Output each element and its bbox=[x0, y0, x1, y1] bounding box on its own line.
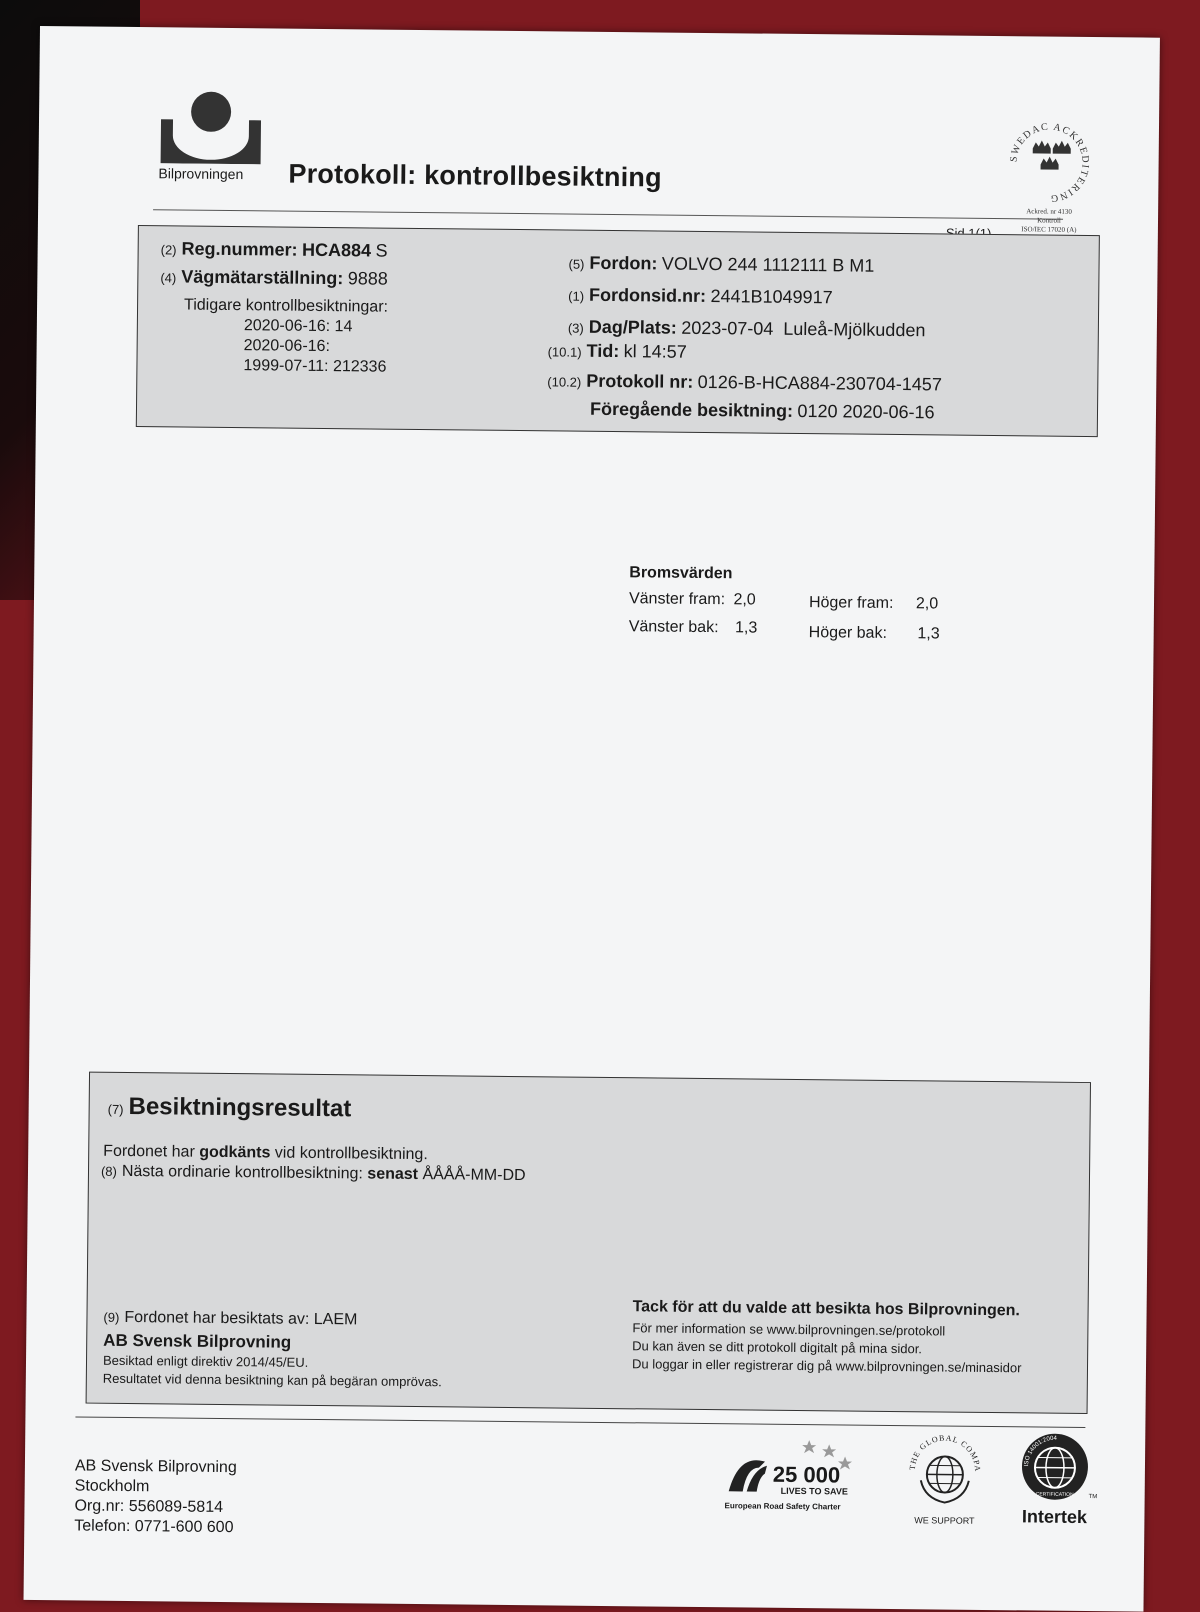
result-heading bbox=[108, 1093, 352, 1124]
road-safety-caption: European Road Safety Charter bbox=[724, 1501, 840, 1511]
global-compact-badge bbox=[904, 1430, 985, 1526]
field-number: (5) bbox=[568, 257, 584, 272]
next-inspection-deadline-word: senast bbox=[367, 1165, 418, 1183]
inspector-value: LAEM bbox=[314, 1311, 358, 1328]
vehicle-value: VOLVO 244 1112111 B M1 bbox=[662, 254, 875, 276]
review-text: Resultatet vid denna besiktning kan på begäran omprövas. bbox=[103, 1371, 442, 1390]
road-safety-sub: LIVES TO SAVE bbox=[781, 1486, 848, 1497]
footer-phone: Telefon: 0771-600 600 bbox=[74, 1516, 236, 1538]
field-number: (2) bbox=[161, 242, 177, 257]
footer-company-info bbox=[74, 1456, 237, 1538]
field-number: (10.1) bbox=[548, 344, 582, 359]
previous-inspection-2: 2020-06-16: bbox=[244, 337, 330, 356]
date-place-label: Dag/Plats: bbox=[589, 317, 677, 338]
result-text: vid kontrollbesiktning. bbox=[275, 1145, 428, 1164]
brake-right-front bbox=[809, 594, 938, 613]
result-heading-text: Besiktningsresultat bbox=[128, 1093, 351, 1122]
intertek-arc-text: ISO 14001:2004 bbox=[1024, 1435, 1058, 1466]
reg-number-row bbox=[161, 238, 388, 261]
intertek-tm: TM bbox=[1089, 1494, 1098, 1500]
logo-text: Bilprovningen bbox=[158, 165, 268, 182]
brake-label: Höger bak: bbox=[809, 624, 887, 642]
vin-value: 2441B1049917 bbox=[710, 286, 832, 307]
previous-inspection-row bbox=[590, 399, 935, 424]
footer-city: Stockholm bbox=[75, 1476, 237, 1498]
result-text: Fordonet har bbox=[103, 1143, 195, 1161]
globe-icon bbox=[905, 1430, 986, 1511]
global-compact-arc-text: THE GLOBAL COMPACT bbox=[905, 1430, 983, 1472]
document-title: Protokoll: kontrollbesiktning bbox=[288, 159, 662, 194]
brake-right-rear bbox=[809, 624, 940, 643]
protocol-row bbox=[547, 370, 942, 395]
field-number: (10.2) bbox=[547, 374, 581, 389]
seal-accreditation-number: Ackred. nr 4130 bbox=[1006, 207, 1092, 217]
field-number: (7) bbox=[108, 1102, 124, 1117]
field-number: (1) bbox=[568, 289, 584, 304]
intertek-name: Intertek bbox=[1014, 1506, 1094, 1528]
vehicle-info-box bbox=[136, 225, 1100, 437]
previous-inspection-label: Föregående besiktning: bbox=[590, 399, 793, 421]
bilprovningen-logo bbox=[158, 89, 269, 182]
inspector-company: AB Svensk Bilprovning bbox=[103, 1331, 291, 1353]
brake-label: Höger fram: bbox=[809, 594, 894, 612]
odometer-row bbox=[160, 266, 388, 289]
time-value: kl 14:57 bbox=[624, 341, 687, 362]
inspection-protocol-page bbox=[24, 26, 1160, 1612]
footer-org-number: Org.nr: 556089-5814 bbox=[74, 1496, 236, 1518]
intertek-badge bbox=[1014, 1431, 1095, 1528]
protocol-value: 0126-B-HCA884-230704-1457 bbox=[698, 372, 942, 395]
field-number: (4) bbox=[160, 270, 176, 285]
brake-label: Vänster fram: bbox=[629, 590, 725, 608]
svg-text:THE GLOBAL COMPACT bbox=[905, 1430, 983, 1472]
date-place-value: 2023-07-04 Luleå-Mjölkudden bbox=[681, 318, 925, 341]
protocol-label: Protokoll nr: bbox=[586, 371, 693, 392]
directive-text: Besiktad enligt direktiv 2014/45/EU. bbox=[103, 1353, 308, 1370]
vehicle-label: Fordon: bbox=[589, 253, 657, 274]
previous-inspection-1: 2020-06-16: 14 bbox=[244, 317, 353, 336]
previous-inspection-3: 1999-07-11: 212336 bbox=[243, 357, 386, 376]
swedac-seal bbox=[1006, 122, 1093, 235]
brake-value: 2,0 bbox=[916, 595, 938, 612]
result-status: godkänts bbox=[199, 1144, 270, 1162]
odometer-label: Vägmätarställning: bbox=[181, 266, 343, 288]
title-divider bbox=[153, 209, 1063, 220]
info-line-3: Du loggar in eller registrerar dig på www.bilprovningen.se/minasidor bbox=[632, 1356, 1022, 1375]
next-inspection-line bbox=[101, 1163, 526, 1185]
vehicle-row bbox=[568, 253, 874, 277]
brake-value: 1,3 bbox=[917, 625, 939, 642]
brake-left-front bbox=[629, 590, 756, 609]
global-compact-caption: WE SUPPORT bbox=[904, 1515, 984, 1526]
seal-scope: Kontroll bbox=[1006, 216, 1092, 226]
footer-company-name: AB Svensk Bilprovning bbox=[75, 1456, 237, 1478]
vin-label: Fordonsid.nr: bbox=[589, 285, 706, 306]
reg-number-suffix: S bbox=[375, 241, 387, 261]
reg-number-value: HCA884 bbox=[302, 240, 371, 261]
inspector-label: Fordonet har besiktats av: bbox=[124, 1309, 309, 1328]
brake-value: 1,3 bbox=[735, 619, 757, 636]
reg-number-label: Reg.nummer: bbox=[181, 238, 297, 259]
time-label: Tid: bbox=[586, 341, 619, 361]
info-line-1: För mer information se www.bilprovningen.se/protokoll bbox=[632, 1320, 945, 1338]
odometer-value: 9888 bbox=[348, 268, 388, 288]
three-crowns-icon bbox=[1006, 122, 1093, 203]
result-approved-line bbox=[103, 1143, 428, 1164]
info-line-2: Du kan även se ditt protokoll digitalt på mina sidor. bbox=[632, 1338, 922, 1356]
seal-arc-text: SWEDAC ACKREDITERING bbox=[1008, 122, 1091, 203]
inspection-result-box bbox=[86, 1072, 1091, 1414]
inspector-line bbox=[103, 1309, 357, 1330]
field-number: (8) bbox=[101, 1164, 117, 1179]
footer-divider bbox=[75, 1416, 1085, 1428]
field-number: (9) bbox=[103, 1310, 119, 1325]
time-row bbox=[548, 340, 687, 362]
next-inspection-label: Nästa ordinarie kontrollbesiktning: bbox=[122, 1163, 363, 1183]
brake-values-title: Bromsvärden bbox=[629, 564, 732, 583]
previous-inspection-value: 0120 2020-06-16 bbox=[797, 401, 934, 422]
vin-row bbox=[568, 285, 833, 309]
road-safety-count: 25 000 bbox=[773, 1462, 841, 1489]
brake-left-rear bbox=[629, 618, 758, 637]
intertek-certification-text: CERTIFICATION bbox=[1036, 1492, 1074, 1498]
road-safety-charter-badge bbox=[725, 1433, 876, 1500]
thanks-text: Tack för att du valde att besikta hos Bilprovningen. bbox=[633, 1298, 1020, 1320]
date-place-row bbox=[568, 317, 926, 342]
seal-standard: ISO/IEC 17020 (A) bbox=[1006, 225, 1092, 235]
bilprovningen-logo-icon bbox=[159, 89, 264, 164]
intertek-globe-icon bbox=[1020, 1431, 1091, 1502]
previous-inspections-title: Tidigare kontrollbesiktningar: bbox=[184, 297, 388, 317]
brake-label: Vänster bak: bbox=[629, 618, 719, 636]
field-number: (3) bbox=[568, 321, 584, 336]
brake-value: 2,0 bbox=[733, 591, 755, 608]
next-inspection-date: ÅÅÅÅ-MM-DD bbox=[422, 1166, 525, 1184]
